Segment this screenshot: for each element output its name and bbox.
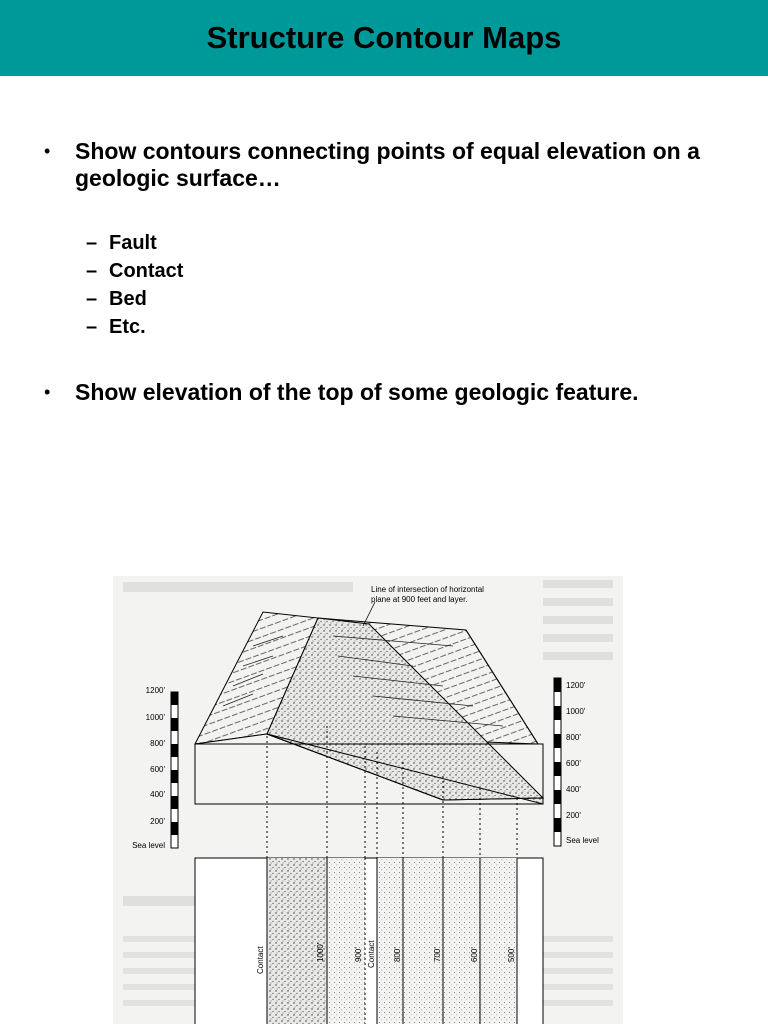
structure-contour-figure [113, 576, 623, 1024]
sub-item-label: Etc. [109, 316, 146, 338]
sub-item-label: Bed [109, 288, 147, 310]
left-scale-label: 400' [150, 790, 165, 799]
bullet-text: Show contours connecting points of equal elevation on a geologic surface… [75, 138, 700, 191]
map-label: Contact [367, 940, 376, 968]
map-label: 800' [393, 947, 402, 962]
callout-line-2: plane at 900 feet and layer. [371, 595, 468, 604]
right-scale-label: 600' [566, 759, 581, 768]
title-bar [0, 0, 768, 76]
bullet-marker: • [44, 141, 51, 161]
left-scale-label: 200' [150, 817, 165, 826]
right-scale-label: 200' [566, 811, 581, 820]
sub-item-label: Fault [109, 232, 157, 254]
bullet-marker: • [44, 382, 51, 402]
left-scale-label: 800' [150, 739, 165, 748]
structure-contour-map [195, 858, 543, 1024]
right-elevation-scale [554, 678, 599, 846]
map-label: 700' [433, 947, 442, 962]
left-elevation-scale [132, 686, 178, 850]
map-label: 600' [470, 947, 479, 962]
sub-item-marker: – [86, 316, 98, 338]
map-label: 1000' [316, 942, 325, 962]
bullet-text: Show elevation of the top of some geologic feature. [75, 379, 639, 405]
left-scale-label: 600' [150, 765, 165, 774]
sub-item-label: Contact [109, 260, 184, 282]
sub-item-marker: – [86, 288, 98, 310]
map-label: Contact [256, 946, 265, 974]
map-label: 900' [354, 947, 363, 962]
map-label: 500' [507, 947, 516, 962]
sub-item-marker: – [86, 260, 98, 282]
right-scale-label: 800' [566, 733, 581, 742]
left-scale-label: Sea level [132, 841, 165, 850]
left-scale-label: 1000' [145, 713, 165, 722]
block-diagram [195, 602, 543, 804]
right-scale-label: 1200' [566, 681, 586, 690]
sub-item-marker: – [86, 232, 98, 254]
right-scale-label: 400' [566, 785, 581, 794]
callout-line-1: Line of intersection of horizontal [371, 585, 484, 594]
block-diagram-illustration [113, 576, 623, 1024]
slide-title: Structure Contour Maps [206, 20, 562, 55]
left-scale-label: 1200' [145, 686, 165, 695]
right-scale-label: 1000' [566, 707, 586, 716]
right-scale-label: Sea level [566, 836, 599, 845]
